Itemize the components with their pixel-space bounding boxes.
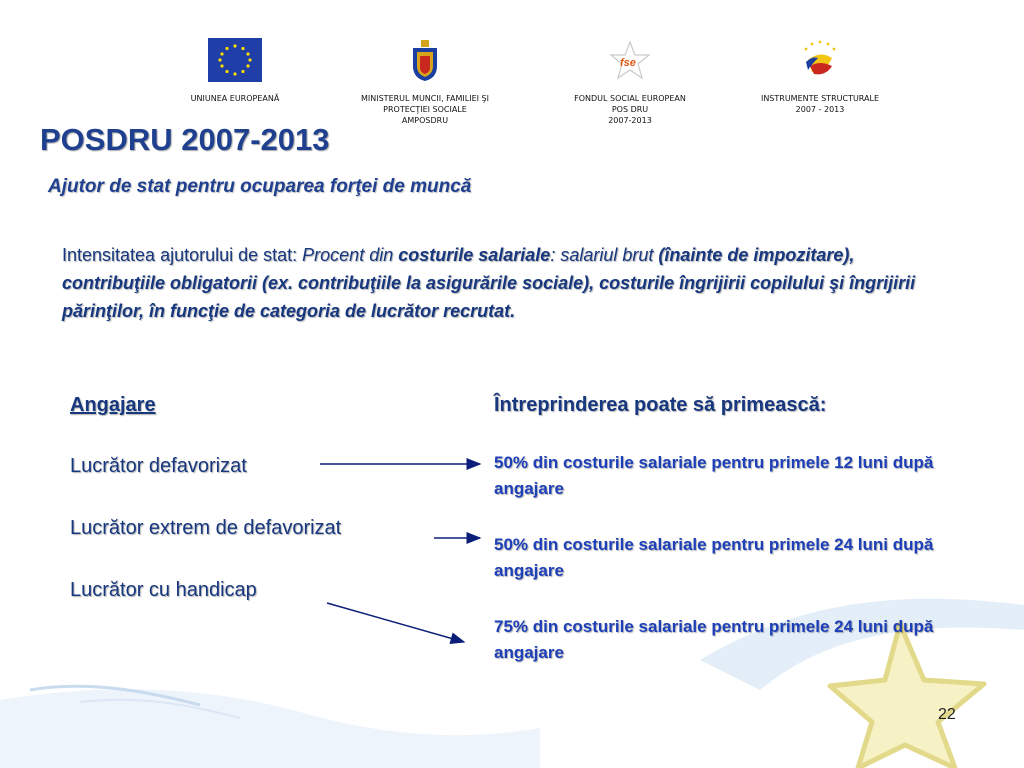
logo-caption: FONDUL SOCIAL EUROPEAN POS DRU 2007-2013 xyxy=(574,94,686,125)
logo-caption: UNIUNEA EUROPEANĂ xyxy=(190,94,280,103)
logo-caption: MINISTERUL MUNCII, FAMILIEI ŞI PROTECŢIEI SOCIALE AMPOSDRU xyxy=(361,94,489,125)
intro-salariul: salariul brut xyxy=(560,245,659,265)
category-label: Lucrător cu handicap xyxy=(70,579,257,601)
left-column-header: Angajare xyxy=(70,394,156,416)
intro-lead: Intensitatea ajutorului de stat: xyxy=(62,245,303,265)
page-number: 22 xyxy=(938,706,956,723)
arrow-connector xyxy=(327,603,464,642)
category-label: Lucrător defavorizat xyxy=(70,455,247,477)
intro-rest: (înainte de impozitare), contribuţiile obligatorii (ex. contribuţiile la asigurările sociale), costurile îngrijirii copilului şi îngrijirii părinţilor, în funcţie de categoria de lucrător recrutat. xyxy=(62,245,916,321)
logo-caption: INSTRUMENTE STRUCTURALE 2007 - 2013 xyxy=(760,94,880,114)
fse-logo-text: fse xyxy=(620,57,636,69)
right-column-header: Întreprinderea poate să primească: xyxy=(494,394,827,416)
benefit-text: 50% din costurile salariale pentru primele 12 luni după angajare xyxy=(494,453,934,498)
category-label: Lucrător extrem de defavorizat xyxy=(70,517,342,539)
page-title: POSDRU 2007-2013 xyxy=(40,122,330,157)
intro-colon: : xyxy=(550,245,561,265)
page-subtitle: Ajutor de stat pentru ocuparea forţei de muncă xyxy=(48,176,472,197)
benefit-text: 75% din costurile salariale pentru primele 24 luni după angajare xyxy=(494,617,934,662)
intro-procent: Procent din xyxy=(302,245,399,265)
benefit-text: 50% din costurile salariale pentru primele 24 luni după angajare xyxy=(494,535,934,580)
intro-costuri: costurile salariale xyxy=(398,245,551,265)
